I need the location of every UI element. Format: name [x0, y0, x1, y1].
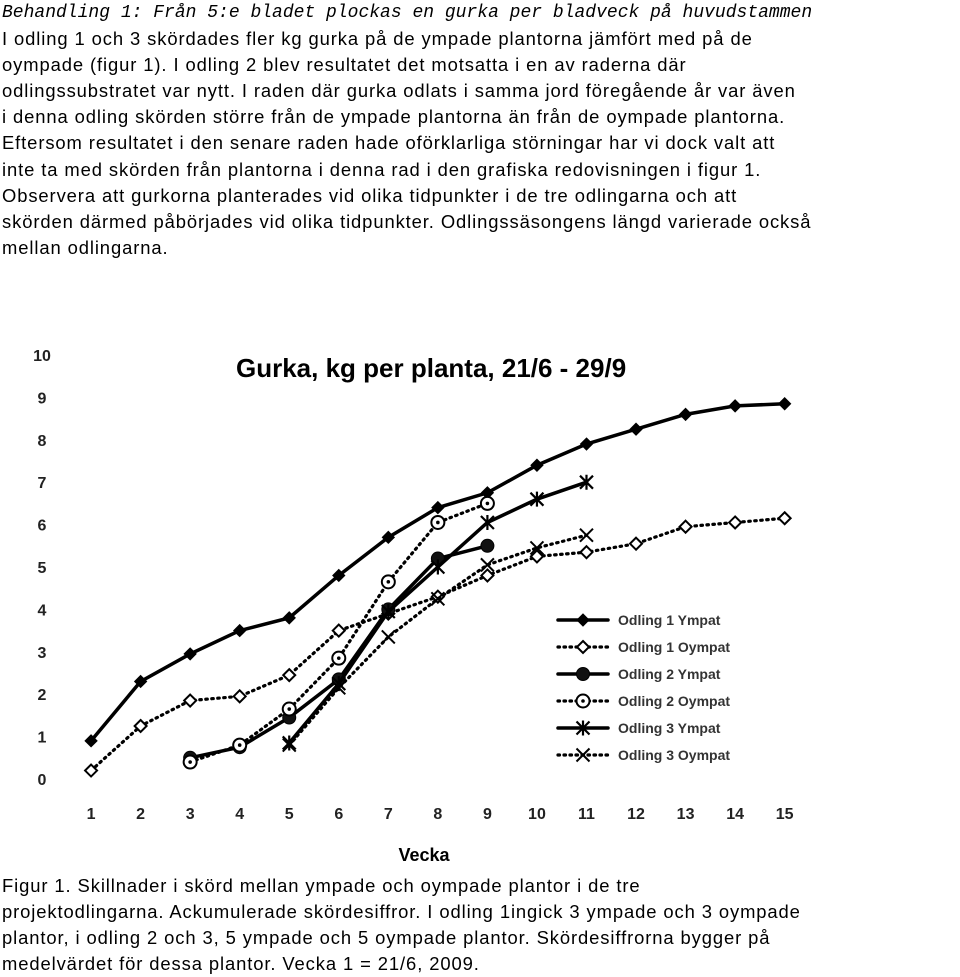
x-axis-label: Vecka — [398, 845, 450, 865]
figure-caption — [2, 873, 958, 977]
data-point — [481, 569, 493, 581]
data-point — [630, 538, 642, 550]
data-point — [729, 516, 741, 528]
data-point — [283, 669, 295, 681]
y-tick-label: 9 — [37, 390, 47, 408]
legend-label: Odling 1 Ympat — [618, 612, 721, 628]
y-tick-label: 1 — [37, 729, 47, 747]
x-tick-label: 12 — [627, 806, 645, 823]
legend-label: Odling 1 Oympat — [618, 639, 731, 655]
x-tick-label: 13 — [676, 806, 695, 823]
x-tick-label: 6 — [334, 806, 344, 823]
x-tick-label: 1 — [86, 806, 96, 823]
data-point — [630, 423, 642, 435]
x-tick-label: 7 — [383, 806, 393, 823]
paragraph-line: Eftersom resultatet i den senare raden hade oförklarliga störningar har vi dock valt att — [2, 132, 776, 154]
data-point — [729, 400, 741, 412]
data-point — [184, 695, 196, 707]
y-tick-label: 0 — [37, 772, 47, 789]
x-tick-label: 9 — [482, 806, 492, 823]
y-tick-label: 5 — [37, 560, 47, 577]
data-point — [184, 756, 197, 769]
data-point — [580, 546, 592, 558]
data-point — [234, 625, 246, 637]
data-point — [283, 703, 296, 716]
data-point — [481, 539, 494, 552]
legend-marker — [577, 695, 590, 708]
x-axis-ticks — [87, 806, 794, 823]
data-point — [680, 521, 692, 533]
x-tick-label: 14 — [726, 806, 745, 823]
paragraph-line: inte ta med skörden från plantorna i denna rad i den grafiska redovisningen i figur 1. — [2, 158, 762, 180]
data-point — [580, 438, 592, 450]
legend-marker — [577, 668, 590, 681]
data-point — [431, 516, 444, 529]
y-axis-ticks — [33, 348, 51, 789]
legend-marker — [577, 641, 589, 653]
harvest-line-chart — [0, 330, 960, 870]
y-tick-label: 6 — [37, 517, 47, 535]
y-tick-label: 4 — [37, 602, 47, 620]
paragraph-line: i denna odling skörden större från de ympade plantorna än från de oympade plantorna. — [2, 106, 786, 128]
legend-label: Odling 3 Oympat — [618, 747, 731, 763]
data-point — [431, 560, 444, 575]
data-point — [332, 652, 345, 665]
caption-line: plantor, i odling 2 och 3, 5 ympade och 5 oympade plantor. Skördesiffrorna bygger på — [2, 927, 771, 949]
x-tick-label: 4 — [235, 806, 245, 823]
caption-line: medelvärdet för dessa plantor. Vecka 1 = 21/6, 2009. — [2, 953, 480, 975]
paragraph-line: Observera att gurkorna planterades vid olika tidpunkter i de tre odlingarna och att — [2, 184, 738, 206]
caption-line: Figur 1. Skillnader i skörd mellan ympade och oympade plantor i de tre — [2, 875, 641, 896]
x-tick-label: 10 — [528, 806, 546, 823]
intro-paragraph — [2, 0, 958, 261]
x-tick-label: 11 — [578, 806, 595, 823]
data-point — [779, 398, 791, 410]
data-point — [382, 630, 395, 643]
x-tick-label: 8 — [433, 806, 443, 823]
caption-line: projektodlingarna. Ackumulerade skördesiffror. I odling 1ingick 3 ympade och 3 oympade — [2, 901, 801, 923]
legend-label: Odling 3 Ympat — [618, 720, 721, 736]
x-tick-label: 5 — [284, 806, 294, 823]
y-tick-label: 7 — [37, 475, 47, 493]
paragraph-line: skörden därmed påbörjades vid olika tidpunkter. Odlingssäsongens längd varierade också — [2, 210, 812, 232]
chart-title: Gurka, kg per planta, 21/6 - 29/9 — [236, 353, 627, 383]
paragraph-line: oympade (figur 1). I odling 2 blev resultatet det motsatta i en av raderna där — [2, 54, 687, 76]
y-tick-label: 10 — [33, 348, 51, 365]
y-tick-label: 2 — [37, 687, 47, 705]
paragraph-line: odlingssubstratet var nytt. I raden där gurka odlats i samma jord föregående år var även — [2, 80, 796, 102]
data-point — [481, 515, 494, 530]
data-point — [234, 690, 246, 702]
legend-label: Odling 2 Oympat — [618, 693, 731, 709]
paragraph-heading: Behandling 1: Från 5:e bladet plockas en gurka per bladveck på huvudstammen — [2, 3, 813, 23]
legend — [558, 612, 730, 763]
paragraph-line: I odling 1 och 3 skördades fler kg gurka på de ympade plantorna jämfört med på de — [2, 28, 753, 50]
legend-label: Odling 2 Ympat — [618, 666, 721, 682]
legend-marker — [577, 614, 589, 626]
data-point — [233, 739, 246, 752]
x-tick-label: 3 — [185, 806, 195, 823]
data-point — [680, 408, 692, 420]
x-tick-label: 15 — [775, 806, 794, 823]
y-tick-label: 8 — [37, 432, 47, 450]
y-tick-label: 3 — [37, 644, 47, 662]
x-tick-label: 2 — [136, 806, 146, 823]
data-point — [481, 497, 494, 510]
paragraph-line: mellan odlingarna. — [2, 236, 169, 258]
data-point — [382, 575, 395, 588]
data-point — [779, 512, 791, 524]
